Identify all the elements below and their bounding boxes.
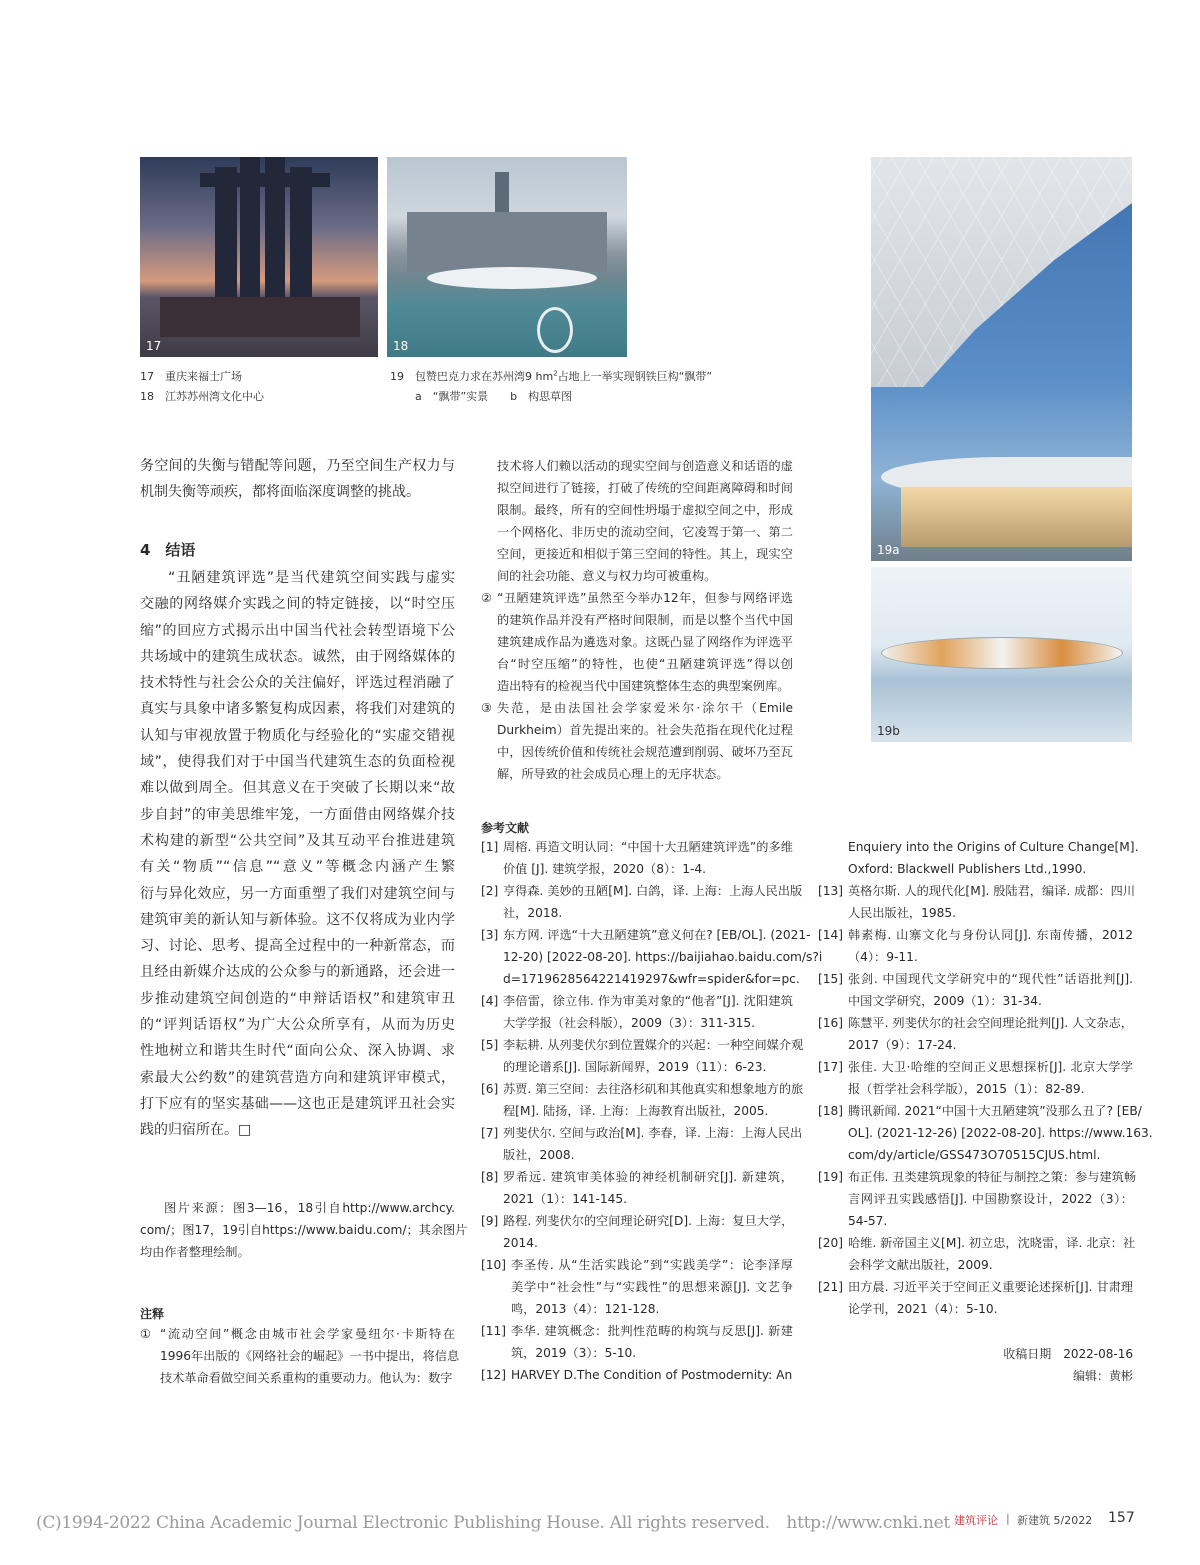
- reference-item-label: [9]: [481, 1214, 499, 1228]
- reference-item-label: [19]: [818, 1170, 844, 1184]
- text-line: 程[M]. 陆扬，译. 上海：上海教育出版社，2005.: [503, 1104, 769, 1118]
- text-line: 真实与具象中诸多繁复构成因素，将我们对建筑的: [140, 701, 455, 718]
- text-line: 且经由新媒介达成的公众参与的新通路，还会进一: [140, 964, 455, 981]
- text-line: 布正伟. 丑类建筑现象的特征与制控之策：参与建筑畅: [848, 1170, 1137, 1184]
- text-line: 54-57.: [848, 1214, 888, 1228]
- text-line: 英格尔斯. 人的现代化[M]. 殷陆君，编译. 成都：四川: [848, 884, 1136, 898]
- text-line: 2014.: [503, 1236, 538, 1250]
- reference-item: [818, 1100, 1153, 1166]
- skyscraper-shape: [290, 167, 312, 317]
- text-line: 图片来源：图3—16，18引自http://www.archcy.: [164, 1201, 455, 1215]
- text-line: 术构建的新型“公共空间”及其互动平台推进建筑: [140, 832, 455, 849]
- caption-19-text: 19 包赞巴克力求在苏州湾9 hm: [390, 370, 554, 383]
- text-line: 张佳. 大卫·哈维的空间正义思想探析[J]. 北京大学学: [848, 1060, 1133, 1074]
- text-line: 筑，2019（3）：5-10.: [511, 1346, 637, 1360]
- text-line: 腾讯新闻. 2021“中国十大丑陋建筑”没那么丑了? [EB/: [848, 1104, 1142, 1118]
- text-line: 苏贾. 第三空间：去往洛杉矶和其他真实和想象地方的旅: [503, 1082, 804, 1096]
- reference-item: [818, 1056, 1133, 1100]
- reference-item: [818, 924, 1133, 968]
- caption-19-sup: 2: [553, 369, 558, 378]
- text-line: 机制失衡等顽疾，都将面临深度调整的挑战。: [140, 484, 420, 501]
- reference-item-label: [11]: [481, 1324, 507, 1338]
- text-line: 12-20) [2022-08-20]. https://baijiahao.baidu.com/s?i: [503, 950, 823, 964]
- note-item: [481, 697, 793, 785]
- figure-17-photo: [140, 157, 378, 357]
- note-continuation: [497, 455, 793, 587]
- reference-item: [481, 836, 793, 880]
- text-line: 域”，使得我们对于中国当代建筑生态的负面检视: [140, 754, 455, 771]
- note-item: [481, 587, 793, 697]
- text-line: Durkheim）首先提出来的。社会失范指在现代化过程: [497, 723, 793, 737]
- text-line: 田方晨. 习近平关于空间正义重要论述探析[J]. 甘肃理: [848, 1280, 1133, 1294]
- text-line: 版社，2008.: [503, 1148, 575, 1162]
- text-line: “丑陋建筑评选”是当代建筑空间实践与虚实: [168, 570, 455, 586]
- text-line: 李倍雷，徐立伟. 作为审美对象的“他者”[J]. 沈阳建筑: [503, 994, 793, 1008]
- text-line: 美学中“社会性”与“实践性”的思想来源[J]. 文艺争: [511, 1280, 793, 1294]
- ribbon-roof-shape: [871, 157, 1132, 387]
- glass-facade-shape: [901, 487, 1132, 547]
- text-line: 空间，更接近和相似于第三空间的特性。其上，现实空: [497, 547, 793, 561]
- text-line: 交融的网络媒介实践之间的特定链接，以“时空压: [140, 596, 455, 613]
- text-line: 一个网格化、非历史的流动空间，它凌驾于第一、第二: [497, 525, 793, 539]
- text-line: 间的社会功能、意义与权力均可被重构。: [497, 569, 717, 583]
- text-line: 哈维. 新帝国主义[M]. 初立忠，沈晓雷，译. 北京：社: [848, 1236, 1136, 1250]
- reference-item-label: [15]: [818, 972, 844, 986]
- text-line: 解，所导致的社会成员心理上的无序状态。: [497, 767, 729, 781]
- note-item: [140, 1323, 460, 1389]
- page-number: 157: [1108, 1510, 1135, 1526]
- reference-item: [481, 1320, 793, 1364]
- note-item-label: ③: [481, 701, 492, 715]
- reference-item: [481, 1254, 793, 1320]
- figure-number: 19a: [877, 543, 900, 557]
- text-line: 亨得森. 美妙的丑陋[M]. 白鸽，译. 上海：上海人民出版: [503, 884, 803, 898]
- text-line: com/；图17，19引自https://www.baidu.com/；其余图片: [140, 1223, 468, 1237]
- ribbon-loop-shape: [537, 307, 573, 353]
- note-list: [481, 587, 793, 785]
- text-line: “流动空间”概念由城市社会学家曼纽尔·卡斯特在: [160, 1327, 455, 1341]
- text-line: 的建筑作品并没有严格时间限制，而是以整个当代中国: [497, 613, 793, 627]
- reference-item-label: [21]: [818, 1280, 844, 1294]
- reference-item: [481, 1364, 793, 1386]
- text-line: 限制。最终，所有的空间性坍塌于虚拟空间之中，形成: [497, 503, 793, 517]
- text-line: 人民出版社，1985.: [848, 906, 957, 920]
- reference-item: [818, 880, 1136, 924]
- figure-19b-sketch: [871, 567, 1132, 742]
- reference-item: [818, 968, 1133, 1012]
- text-line: （4）：9-11.: [848, 950, 918, 964]
- text-line: 言网评丑实践感悟[J]. 中国勘察设计，2022（3）：: [848, 1192, 1133, 1206]
- text-line: d=1719628564221419297&wfr=spider&for=pc.: [503, 972, 800, 986]
- text-line: 缩”的回应方式揭示出中国当代社会转型语境下公: [140, 622, 455, 639]
- copyright-notice: (C)1994-2022 China Academic Journal Electronic Publishing House. All rights reserved. http://www.cnki.net: [36, 1513, 950, 1533]
- reference-item: [481, 924, 823, 990]
- text-line: 技术特性与社会公众的关注偏好，评选过程消融了: [140, 675, 455, 692]
- text-line: 的理论谱系[J]. 国际新闻界，2019（11）：6-23.: [503, 1060, 767, 1074]
- text-line: 中，因传统价值和传统社会规范遭到削弱、破坏乃至瓦: [497, 745, 793, 759]
- text-line: 步推动建筑空间创造的“申辩话语权”和建筑审丑: [140, 990, 455, 1007]
- text-line: 拟空间进行了链接，打破了传统的空间距离障碍和时间: [497, 481, 793, 495]
- reference-item-label: [1]: [481, 840, 499, 854]
- reference-list: [481, 836, 823, 1386]
- text-line: 失范，是由法国社会学家爱米尔·涂尔干（Emile: [497, 701, 793, 715]
- references-heading: 参考文献: [481, 821, 530, 835]
- reference-item: [481, 1122, 803, 1166]
- reference-item-label: [20]: [818, 1236, 844, 1250]
- journal-issue: 新建筑 5/2022: [1017, 1514, 1093, 1527]
- figure-number: 17: [146, 339, 162, 353]
- text-line: Oxford: Blackwell Publishers Ltd.,1990.: [848, 862, 1087, 876]
- figure-19a-photo: [871, 157, 1132, 561]
- waterfront-shape: [160, 297, 360, 337]
- text-line: 衍与异化效应，另一方面重塑了我们对建筑空间与: [140, 885, 455, 902]
- section-name: 建筑评论: [954, 1514, 998, 1527]
- text-line: 均由作者整理绘制。: [140, 1245, 250, 1259]
- text-line: 韩素梅. 山寨文化与身份认同[J]. 东南传播，2012: [848, 928, 1133, 942]
- text-line: 周榕. 再造文明认同：“中国十大丑陋建筑评选”的多维: [503, 840, 793, 854]
- text-line: 习、讨论、思考、提高全过程中的一种新常态，而: [140, 938, 455, 955]
- reference-item-label: [16]: [818, 1016, 844, 1030]
- figure-number: 19b: [877, 724, 900, 738]
- text-line: 1996年出版的《网络社会的崛起》一书中提出，将信息: [160, 1349, 460, 1363]
- text-line: com/dy/article/GSS473O70515CJUS.html.: [848, 1148, 1101, 1162]
- text-line: Enquiery into the Origins of Culture Change[M].: [848, 840, 1139, 854]
- text-line: 难以做到周全。但其意义在于突破了长期以来“故: [140, 780, 455, 797]
- cultural-center-roof: [427, 267, 597, 289]
- reference-item-label: [12]: [481, 1368, 507, 1382]
- text-line: 践的归宿所在。□: [140, 1122, 252, 1139]
- text-line: 有关“物质”“信息”“意义”等概念内涵产生繁: [140, 859, 455, 876]
- text-line: 列斐伏尔. 空间与政治[M]. 李春，译. 上海：上海人民出: [503, 1126, 803, 1140]
- reference-item: [818, 1012, 1133, 1056]
- note-item-label: ①: [140, 1327, 151, 1341]
- text-line: 2017（9）：17-24.: [848, 1038, 957, 1052]
- figure-number: 18: [393, 339, 409, 353]
- text-line: 论学刊，2021（4）：5-10.: [848, 1302, 998, 1316]
- text-line: OL]. (2021-12-26) [2022-08-20]. https://www.163.: [848, 1126, 1153, 1140]
- text-line: 性地树立和谐共生时代“面向公众、深入协调、求: [140, 1043, 455, 1060]
- reference-item-label: [8]: [481, 1170, 499, 1184]
- text-line: 价值 [J]. 建筑学报，2020（8）：1-4.: [503, 862, 707, 876]
- caption-18: 18 江苏苏州湾文化中心: [140, 390, 264, 403]
- reference-item: [481, 1078, 804, 1122]
- reference-list: [818, 880, 1153, 1320]
- concept-sketch-shape: [881, 637, 1123, 669]
- text-line: 索最大公约数”的建筑营造方向和建筑评审模式，: [140, 1069, 455, 1086]
- text-line: 会科学文献出版社，2009.: [848, 1258, 993, 1272]
- reference-item: [818, 1166, 1137, 1232]
- text-line: 陈慧平. 列斐伏尔的社会空间理论批判[J]. 人文杂志，: [848, 1016, 1133, 1030]
- text-line: 2021（1）：141-145.: [503, 1192, 628, 1206]
- reference-item-label: [17]: [818, 1060, 844, 1074]
- caption-19: [390, 368, 712, 384]
- text-line: 罗希远. 建筑审美体验的神经机制研究[J]. 新建筑，: [503, 1170, 793, 1184]
- editor-credit: 编辑：黄彬: [1072, 1369, 1133, 1383]
- skyscraper-shape: [215, 167, 237, 317]
- text-line: 报（哲学社会科学版），2015（1）：82-89.: [848, 1082, 1085, 1096]
- reference-item-label: [6]: [481, 1082, 499, 1096]
- text-line: 打下应有的坚实基础——这也正是建筑评丑社会实: [140, 1095, 455, 1112]
- text-line: HARVEY D.The Condition of Postmodernity: An: [511, 1368, 793, 1382]
- text-line: 社，2018.: [503, 906, 563, 920]
- reference-item-label: [5]: [481, 1038, 499, 1052]
- city-skyline-shape: [407, 212, 607, 272]
- text-line: 步自封”的审美思维牢笼，一方面借由网络媒介技: [140, 806, 455, 823]
- skybridge-shape: [200, 173, 330, 187]
- text-line: 李华. 建筑概念：批判性范畴的构筑与反思[J]. 新建: [511, 1324, 793, 1338]
- reference-item-label: [3]: [481, 928, 499, 942]
- text-line: 务空间的失衡与错配等问题，乃至空间生产权力与: [140, 458, 455, 474]
- text-line: 台“时空压缩”的特性，也使“丑陋建筑评选”得以创: [497, 657, 793, 671]
- text-line: 中国文学研究，2009（1）：31-34.: [848, 994, 1042, 1008]
- figure-18-photo: [387, 157, 627, 357]
- reference-item: [481, 990, 793, 1034]
- text-line: 技术将人们赖以活动的现实空间与创造意义和话语的虚: [497, 459, 793, 473]
- text-line: 李圣传. 从“生活实践论”到“实践美学”：论李泽厚: [511, 1258, 793, 1272]
- caption-19-text-end: 占地上一举实现钢铁巨构“飘带”: [557, 370, 713, 383]
- text-line: 的“评判话语权”为广大公众所享有，从而为历史: [140, 1017, 455, 1034]
- reference-item-label: [14]: [818, 928, 844, 942]
- reference-item-label: [18]: [818, 1104, 844, 1118]
- text-line: 李耘耕. 从列斐伏尔到位置媒介的兴起：一种空间媒介观: [503, 1038, 804, 1052]
- text-line: 技术革命看做空间关系重构的重要动力。他认为：数字: [160, 1371, 453, 1385]
- text-line: 张剑. 中国现代文学研究中的“现代性”话语批判[J].: [848, 972, 1133, 986]
- section-heading: 4 结语: [140, 541, 196, 559]
- reference-continuation: [848, 836, 1139, 880]
- reference-item: [481, 1034, 804, 1078]
- note-item-label: ②: [481, 591, 492, 605]
- reference-item-label: [4]: [481, 994, 499, 1008]
- text-line: 认知与审视放置于物质化与经验化的“实虚交错视: [140, 727, 455, 744]
- conclusion-paragraph: [140, 565, 455, 1144]
- reference-item: [818, 1276, 1133, 1320]
- text-line: 造出特有的检视当代中国建筑整体生态的典型案例库。: [497, 679, 790, 693]
- footer-separator: |: [1006, 1512, 1010, 1525]
- image-source-note: [140, 1197, 468, 1263]
- text-line: 共场域中的建筑生成状态。诚然，由于网络媒体的: [140, 648, 455, 665]
- reference-item-label: [2]: [481, 884, 499, 898]
- text-line: 大学学报（社会科版），2009（3）：311-315.: [503, 1016, 755, 1030]
- caption-17: 17 重庆来福士广场: [140, 370, 242, 383]
- text-line: 路程. 列斐伏尔的空间理论研究[D]. 上海：复旦大学，: [503, 1214, 794, 1228]
- reference-item-label: [13]: [818, 884, 844, 898]
- body-paragraph: [140, 453, 455, 506]
- caption-19-sub: a “飘带”实景 b 构思草图: [415, 390, 573, 403]
- reference-item-label: [10]: [481, 1258, 507, 1272]
- reference-item: [481, 1210, 793, 1254]
- reference-item-label: [7]: [481, 1126, 499, 1140]
- reference-item: [818, 1232, 1136, 1276]
- text-line: 建筑建成作品为遴选对象。这既凸显了网络作为评选平: [497, 635, 793, 649]
- reference-item: [481, 880, 803, 924]
- notes-heading: 注释: [140, 1307, 165, 1321]
- note-list: [140, 1323, 460, 1389]
- text-line: 建筑审美的新认知与新体验。这不仅将成为业内学: [140, 911, 455, 928]
- received-date: 收稿日期 2022-08-16: [1003, 1347, 1133, 1361]
- text-line: “丑陋建筑评选”虽然至今举办12年，但参与网络评选: [497, 591, 793, 605]
- text-line: 鸣，2013（4）：121-128.: [511, 1302, 660, 1316]
- text-line: 东方网. 评选“十大丑陋建筑”意义何在? [EB/OL]. (2021-: [503, 928, 811, 942]
- reference-item: [481, 1166, 793, 1210]
